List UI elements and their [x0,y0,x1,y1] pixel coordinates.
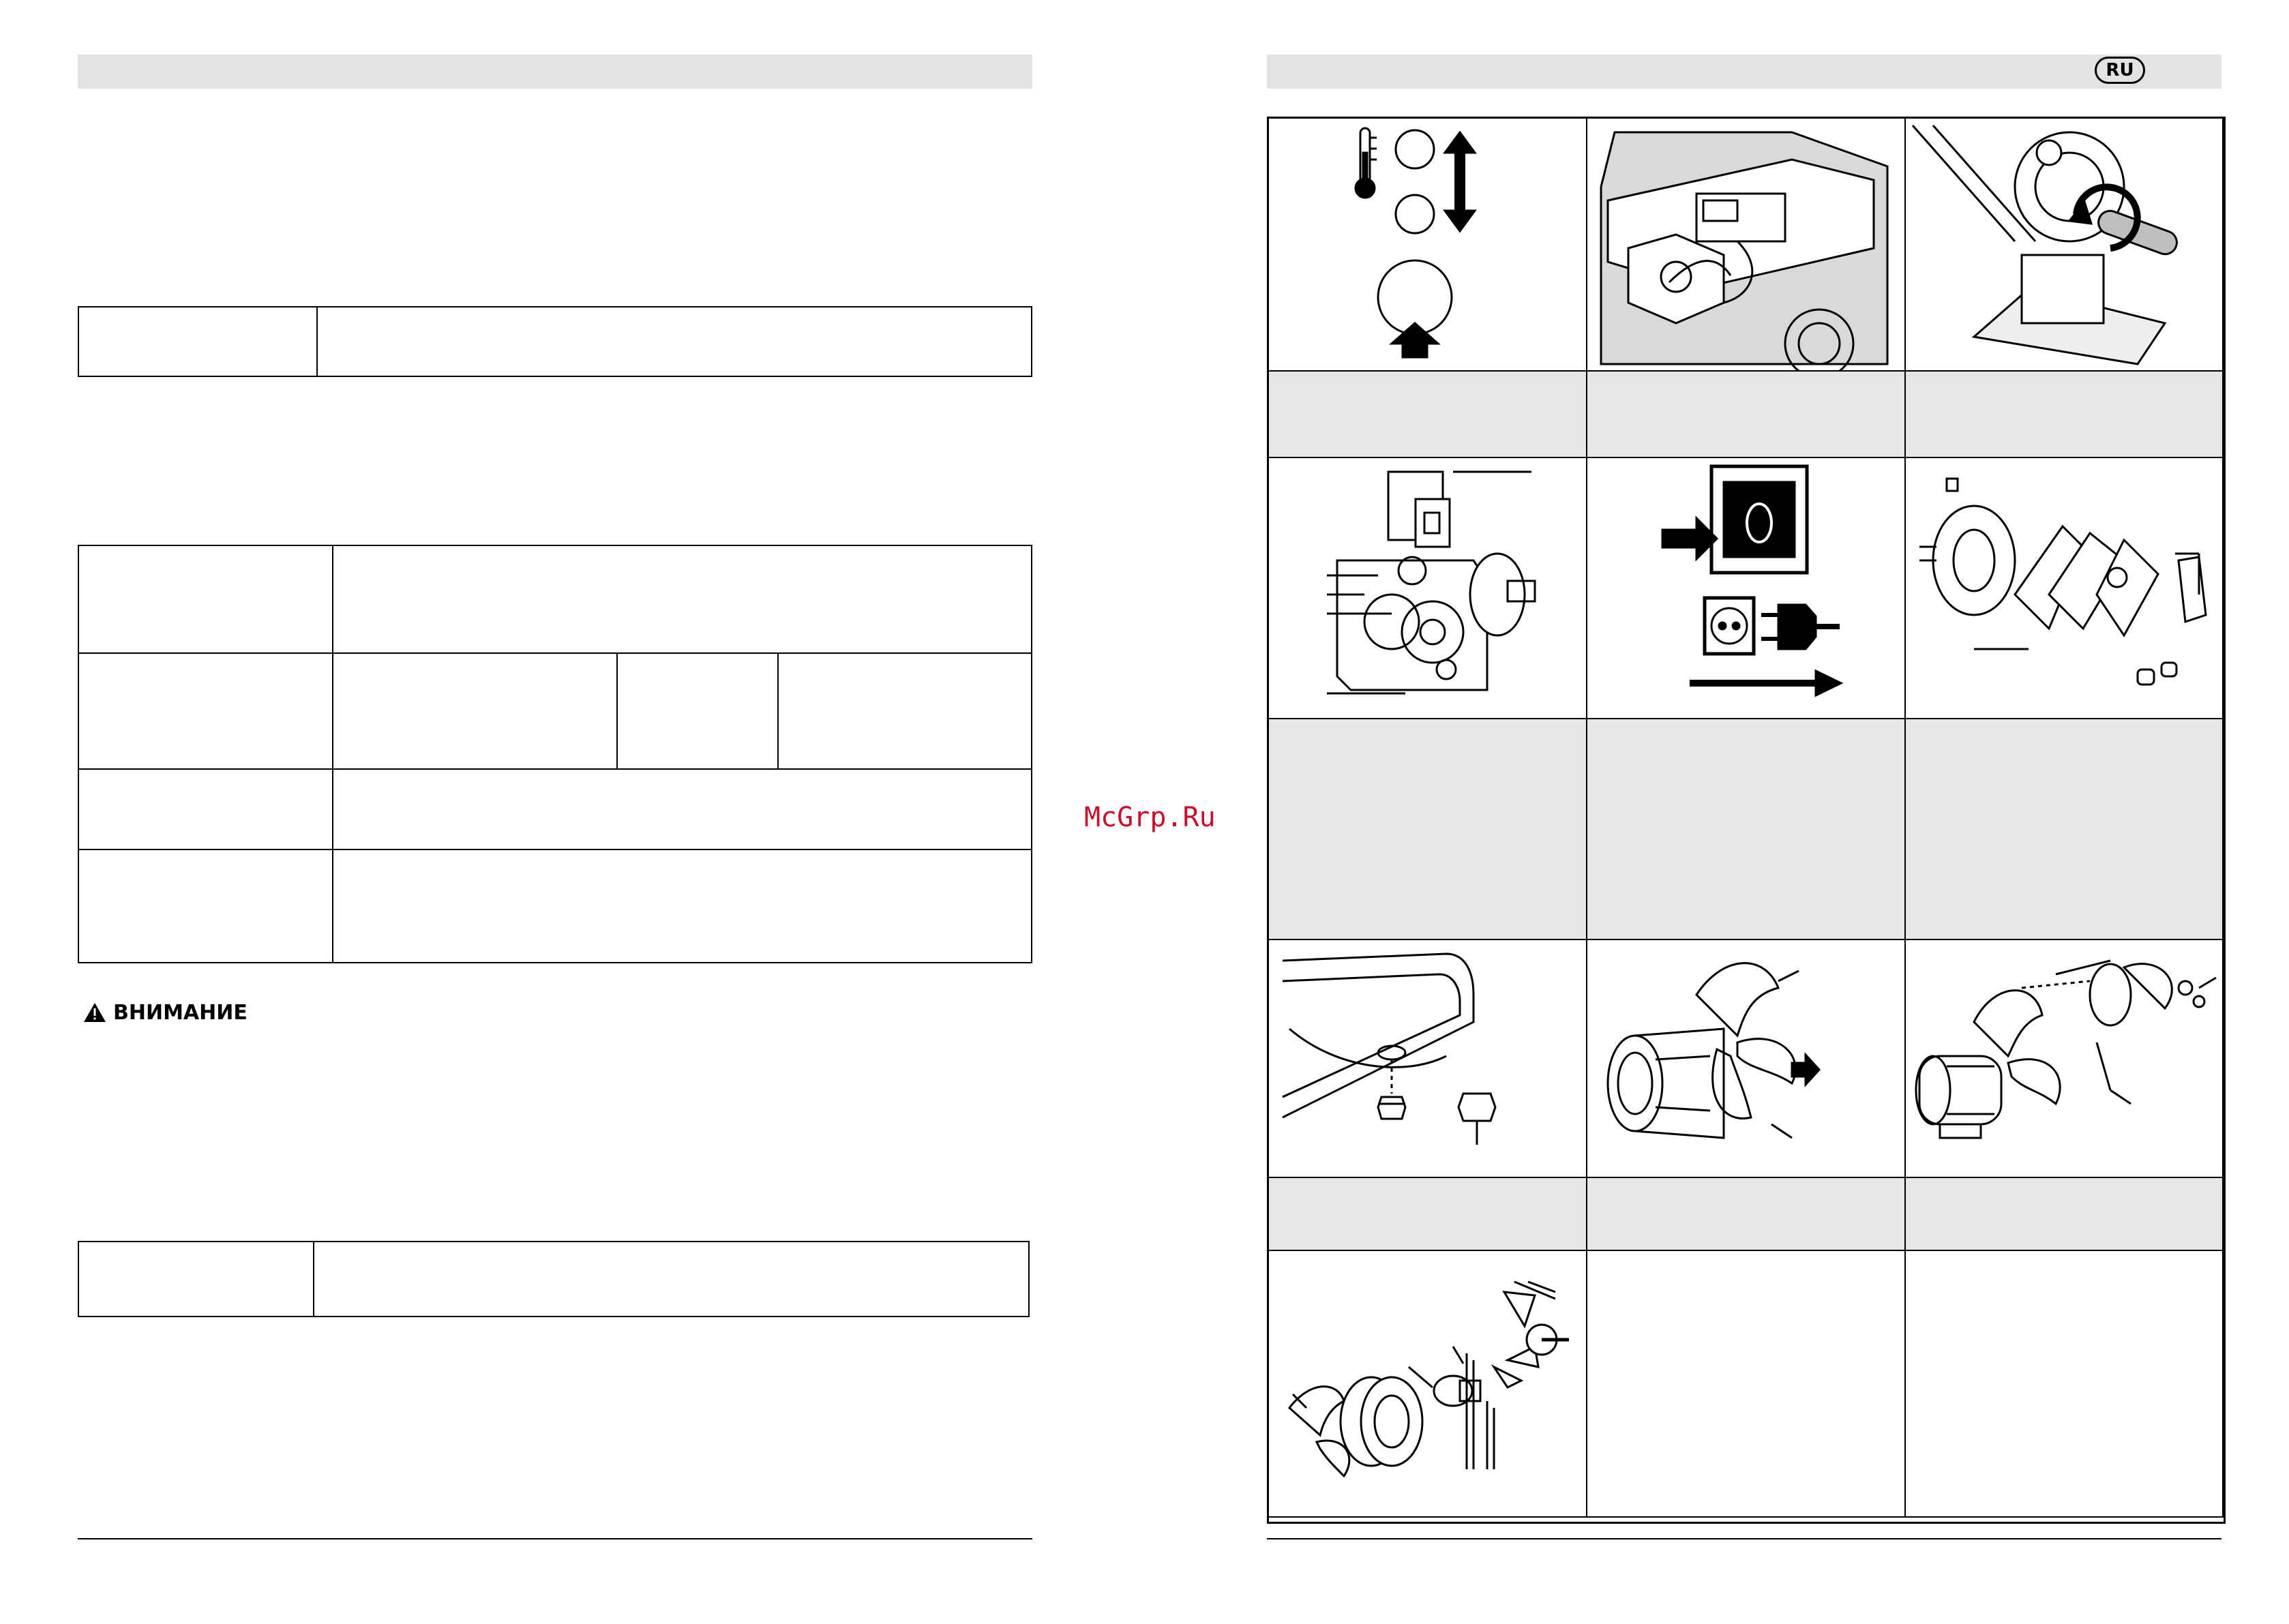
burner-exploded-illustration [1269,1251,1586,1516]
grid-r2-c2-caption [1587,719,1906,940]
right-footer-rule [1267,1538,2221,1539]
spec-table-3-label-cell [78,1242,314,1317]
grid-r2-c3-caption [1906,719,2224,940]
grid-r1-c1-caption [1269,372,1587,458]
burner-adjust-illustration [1906,119,2222,370]
left-page-header-bar [78,55,1032,89]
left-footer-rule [78,1538,1032,1539]
spec-table-2-row3-label [78,769,333,849]
thermometer-icon [1356,128,1377,198]
grid-r1-c2-picture [1587,119,1906,372]
power-switch-icon [1662,466,1807,573]
grid-r3-c2-picture [1587,940,1906,1178]
grid-r2-c3-picture [1906,458,2224,719]
grid-r3-c1-picture [1269,940,1587,1178]
spec-table-2-row2-col3 [778,653,1032,769]
spec-table-3 [78,1241,1030,1317]
grid-r4-c2-text [1587,1251,1906,1518]
spec-table-2 [78,545,1032,963]
tank-drain-illustration [1269,940,1586,1177]
grid-r1-c1-picture [1269,119,1587,372]
warning-notice [83,999,248,1026]
watermark: McGrp.Ru [1084,802,1216,833]
spec-table-2-row1-label [78,545,333,653]
grid-r2-c2-picture [1587,458,1906,719]
fuel-pump-illustration [1269,458,1586,718]
right-page-header-bar [1267,55,2221,89]
language-badge: RU [2095,57,2145,84]
grid-r1-c3-picture [1906,119,2224,372]
spec-table-2-row2-col2 [617,653,778,769]
warning-triangle-icon [83,1002,106,1023]
spec-table-3-value-cell [314,1242,1029,1317]
spec-table-1 [78,306,1032,377]
spec-table-2-row1-value [333,545,1032,653]
spec-table-2-row4-value [333,849,1032,963]
procedure-grid [1267,117,2226,1524]
warning-label: ВНИМАНИЕ [113,1000,248,1025]
grid-r2-c1-caption [1269,719,1587,940]
grid-r3-c1-caption [1269,1178,1587,1251]
grid-r2-c1-picture [1269,458,1587,719]
thermostat-illustration [1269,119,1586,370]
grid-r3-c3-picture [1906,940,2224,1178]
grid-r1-c2-caption [1587,372,1906,458]
fan-motor-illustration [1587,940,1904,1177]
power-disconnect-illustration [1587,458,1904,718]
grid-r3-c3-caption [1906,1178,2224,1251]
grid-r3-c2-caption [1587,1178,1906,1251]
control-panel-illustration [1587,119,1904,370]
spec-table-2-row2-col1 [333,653,617,769]
fan-motor-exploded-illustration [1906,940,2222,1177]
spec-table-2-row4-label [78,849,333,963]
nozzle-assembly-illustration [1906,458,2222,718]
spec-table-2-row3-value [333,769,1032,849]
grid-r4-c1-picture [1269,1251,1587,1518]
plug-socket-icon [1690,598,1841,695]
spec-table-2-row2-label [78,653,333,769]
grid-r4-c3-text [1906,1251,2224,1518]
spec-table-1-label-cell [78,307,317,376]
spec-table-1-value-cell [317,307,1032,376]
grid-r1-c3-caption [1906,372,2224,458]
